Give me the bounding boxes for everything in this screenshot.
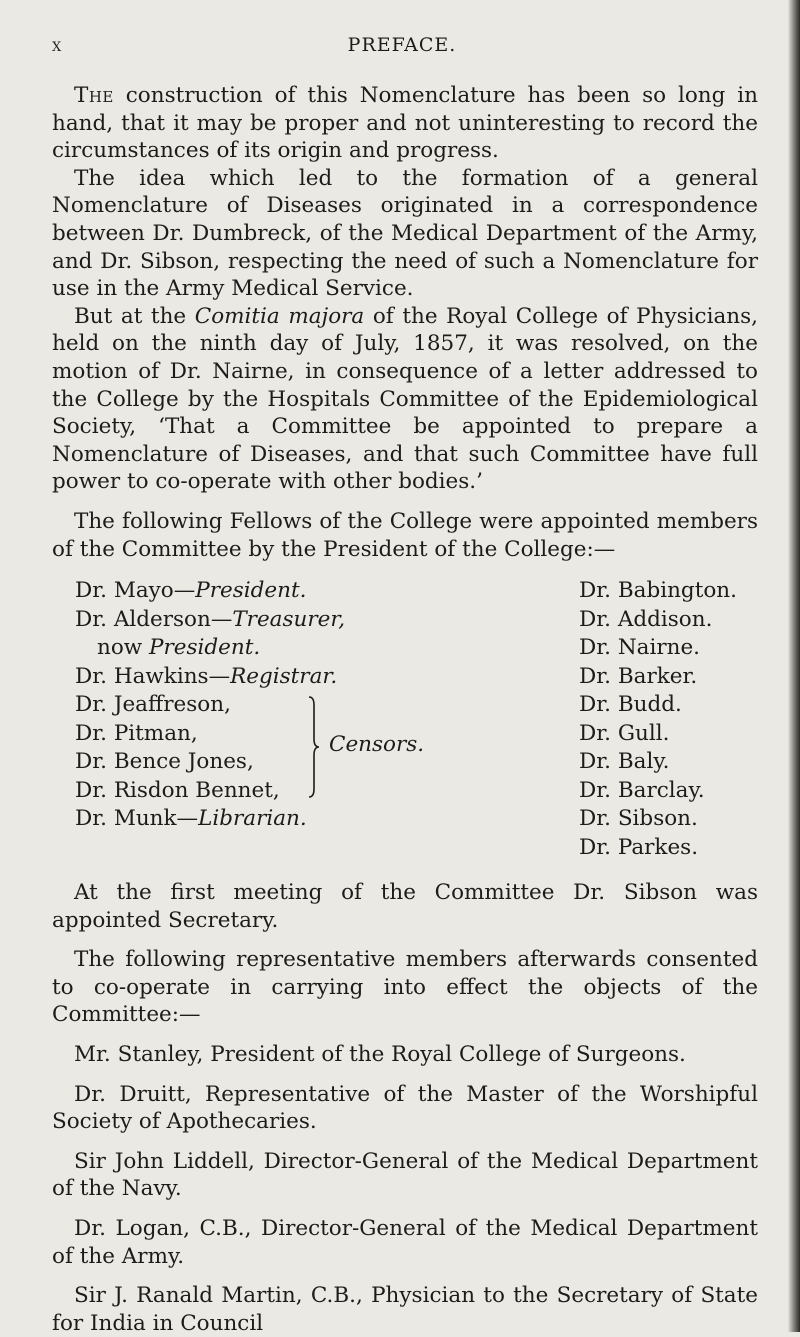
- paragraph-6: The following representative members afterwards consented to co-operate in carrying into effect the objects of the Committee:—: [52, 947, 758, 1028]
- member-item: Dr. Parkes.: [579, 834, 699, 860]
- member-name: Dr. Mayo—: [75, 578, 196, 604]
- paragraph-5: At the first meeting of the Committee Dr. Sibson was appointed Secretary.: [52, 880, 758, 933]
- members-left-column: [75, 577, 515, 834]
- censors-label: Censors.: [329, 732, 425, 758]
- page-header: [52, 34, 752, 60]
- paragraph-3: [52, 303, 758, 496]
- member-item: Dr. Gull.: [579, 720, 670, 746]
- member-item: Dr. Nairne.: [579, 635, 701, 661]
- committee-members: [52, 577, 758, 879]
- paragraph-1-text: construction of this Nomenclature has been so long in hand, that it may be proper and not uninteresting to record the circumstances of its origin and progress.: [52, 83, 758, 164]
- paragraph-10: Dr. Logan, C.B., Director-General of the Medical Department of the Army.: [52, 1216, 758, 1269]
- paragraph-3-text-a: But at the: [74, 303, 195, 329]
- member-alderson-note: [75, 634, 515, 663]
- member-item: Dr. Barclay.: [579, 777, 705, 803]
- paragraph-11: Sir J. Ranald Martin, C.B., Physician to the Secretary of State for India in Council: [52, 1283, 758, 1336]
- member-item: Dr. Budd.: [579, 692, 682, 718]
- brace-icon: [307, 695, 321, 799]
- page-number: x: [52, 34, 63, 56]
- censor-item: Dr. Jeaffreson,: [75, 692, 231, 718]
- paragraph-3-text-b: of the Royal College of Physicians, held on the ninth day of July, 1857, it was resolved, on the motion of Dr. Nairne, in consequence of a letter addressed to the College by the Hospitals Committee of the Epidemiological Society, ‘That a Committee be appointed to prepare a Nomenclature of Diseases, and that such Committee have full power to co-operate with other bodies.’: [52, 303, 758, 495]
- member-name: Dr. Munk—: [75, 806, 199, 832]
- member-item: Dr. Sibson.: [579, 806, 698, 832]
- member-item: Dr. Babington.: [579, 578, 737, 604]
- member-item: Dr. Barker.: [579, 663, 698, 689]
- member-item: Dr. Addison.: [579, 606, 713, 632]
- page-body: [52, 82, 758, 1337]
- paragraph-2: The idea which led to the formation of a general Nomenclature of Diseases originated in a correspondence between Dr. Dumbreck, of the Medical Department of the Army, and Dr. Sibson, respecting the need of such a Nomenclature for use in the Army Medical Service.: [52, 165, 758, 302]
- member-mayo: [75, 577, 515, 606]
- members-right-column: [579, 577, 779, 862]
- member-role: President.: [149, 635, 261, 661]
- censors-group: [75, 691, 515, 805]
- member-munk: [75, 805, 515, 834]
- member-name: Dr. Alderson—: [75, 606, 233, 632]
- member-role: President.: [195, 578, 307, 604]
- censor-item: Dr. Risdon Bennet,: [75, 777, 280, 803]
- page-edge-shadow: [788, 0, 800, 1332]
- censor-item: Dr. Pitman,: [75, 720, 198, 746]
- member-note: now: [97, 635, 150, 661]
- member-alderson: [75, 606, 515, 635]
- member-item: Dr. Baly.: [579, 749, 670, 775]
- member-name: Dr. Hawkins—: [75, 663, 231, 689]
- member-hawkins: [75, 663, 515, 692]
- paragraph-3-emphasis: Comitia majora: [194, 303, 365, 329]
- member-role: Treasurer,: [232, 606, 346, 632]
- censor-item: Dr. Bence Jones,: [75, 749, 254, 775]
- paragraph-4: The following Fellows of the College were appointed members of the Committee by the President of the College:—: [52, 508, 758, 562]
- page-title: PREFACE.: [347, 34, 457, 56]
- paragraph-7: Mr. Stanley, President of the Royal College of Surgeons.: [74, 1042, 686, 1068]
- member-role: Librarian.: [198, 806, 307, 832]
- paragraph-8: Dr. Druitt, Representative of the Master of the Worshipful Society of Apothecaries.: [52, 1081, 758, 1135]
- paragraph-9: Sir John Liddell, Director-General of the Medical Department of the Navy.: [52, 1148, 758, 1202]
- member-role: Registrar.: [230, 663, 338, 689]
- paragraph-1-lead: The: [74, 83, 114, 108]
- paragraph-1: [52, 82, 758, 165]
